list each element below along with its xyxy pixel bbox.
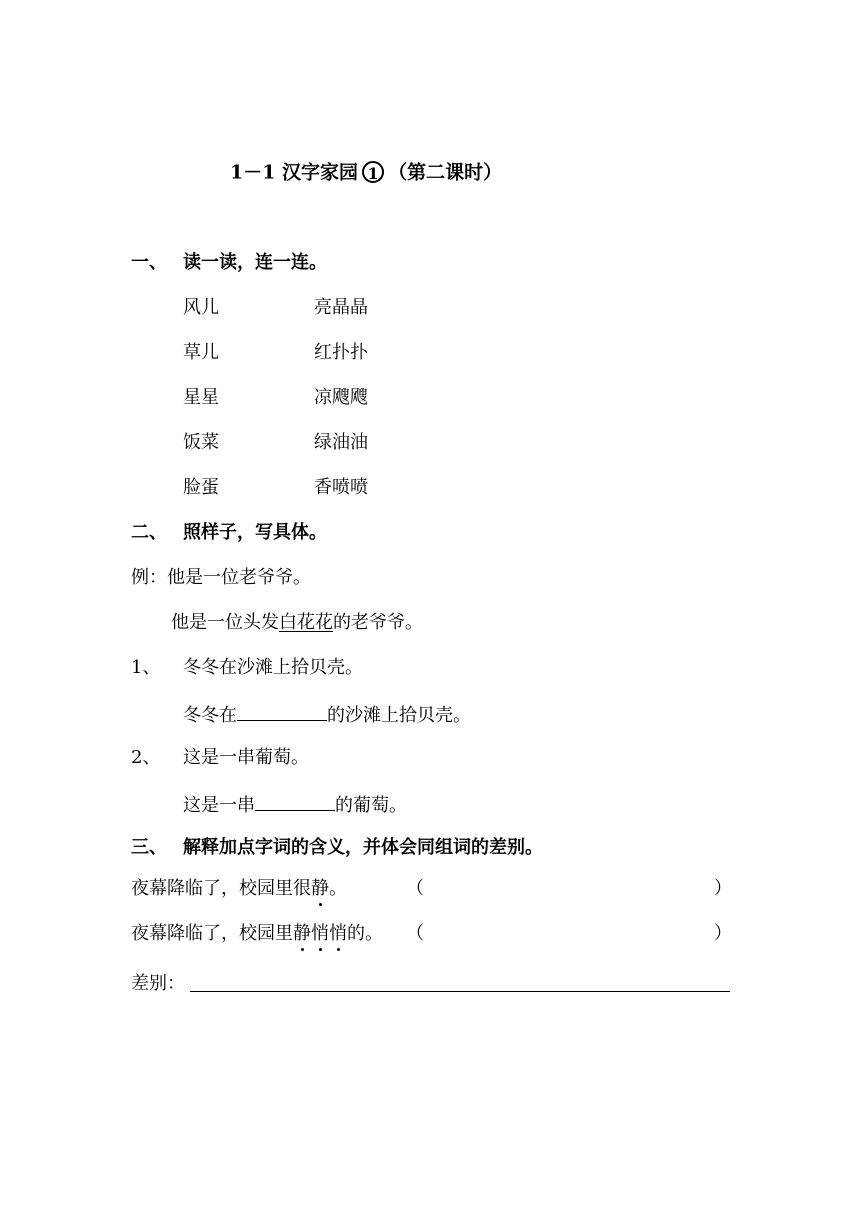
- q1-blank[interactable]: [237, 702, 327, 721]
- s2-answer-area[interactable]: [426, 923, 710, 945]
- section2-number: 二、: [131, 522, 167, 543]
- q2-post: 的葡萄。: [335, 795, 407, 816]
- s2-post: 的。: [347, 923, 383, 944]
- title-prefix: 1－1 汉字家园: [230, 161, 359, 184]
- section1-number: 一、: [131, 252, 167, 273]
- s2-dotted-char: 悄: [311, 923, 329, 944]
- q2-pre: 这是一串: [183, 795, 255, 816]
- section1-heading: 读一读，连一连。: [183, 252, 327, 273]
- right-item: 红扑扑: [314, 342, 368, 363]
- q1-number: 1、: [131, 657, 161, 678]
- diff-label: 差别：: [131, 973, 185, 994]
- q1-pre: 冬冬在: [183, 705, 237, 726]
- left-item: 草儿: [183, 342, 219, 363]
- example-line: [131, 567, 311, 589]
- left-item: 风儿: [183, 297, 219, 318]
- example-label: 例：: [131, 567, 167, 588]
- s1-paren-close: ）: [714, 878, 732, 899]
- s1-post: 。: [329, 878, 347, 899]
- left-item: 星星: [183, 387, 219, 408]
- s2-dotted-char: 悄: [329, 923, 347, 944]
- s1-dotted-char: 静: [311, 878, 329, 899]
- right-item: 亮晶晶: [314, 297, 368, 318]
- s2-paren-close: ）: [714, 923, 732, 944]
- circled-number: 1: [362, 161, 384, 183]
- s1-paren-open: （: [406, 878, 424, 899]
- section3-heading: 解释加点字词的含义，并体会同组词的差别。: [183, 837, 543, 858]
- q1-sentence: 冬冬在沙滩上拾贝壳。: [183, 657, 363, 678]
- left-item: 饭菜: [183, 432, 219, 453]
- q2-fill-line: [183, 792, 407, 817]
- left-item: 脸蛋: [183, 477, 219, 498]
- example-pre: 他是一位头发: [171, 612, 279, 633]
- q2-sentence: 这是一串葡萄。: [183, 747, 309, 768]
- s1-answer-area[interactable]: [426, 878, 710, 900]
- sentence-2: [131, 923, 383, 945]
- s2-paren-open: （: [406, 923, 424, 944]
- q1-fill-line: [183, 702, 471, 727]
- page-title: [230, 161, 502, 186]
- q2-blank[interactable]: [255, 792, 335, 811]
- diff-answer-line[interactable]: [190, 991, 730, 992]
- right-item: 凉飕飕: [314, 387, 368, 408]
- right-item: 绿油油: [314, 432, 368, 453]
- example-post: 的老爷爷。: [333, 612, 423, 633]
- s2-pre: 夜幕降临了，校园里: [131, 923, 293, 944]
- section3-number: 三、: [131, 837, 167, 858]
- right-item: 香喷喷: [314, 477, 368, 498]
- s1-pre: 夜幕降临了，校园里很: [131, 878, 311, 899]
- example-underlined: 白花花: [279, 612, 333, 633]
- q2-number: 2、: [131, 747, 161, 768]
- section2-heading: 照样子，写具体。: [183, 522, 327, 543]
- title-suffix: （第二课时）: [388, 161, 503, 184]
- sentence-1: [131, 878, 347, 900]
- example-expanded: [171, 612, 423, 634]
- s2-dotted-char: 静: [293, 923, 311, 944]
- q1-post: 的沙滩上拾贝壳。: [327, 705, 471, 726]
- example-original: 他是一位老爷爷。: [167, 567, 311, 588]
